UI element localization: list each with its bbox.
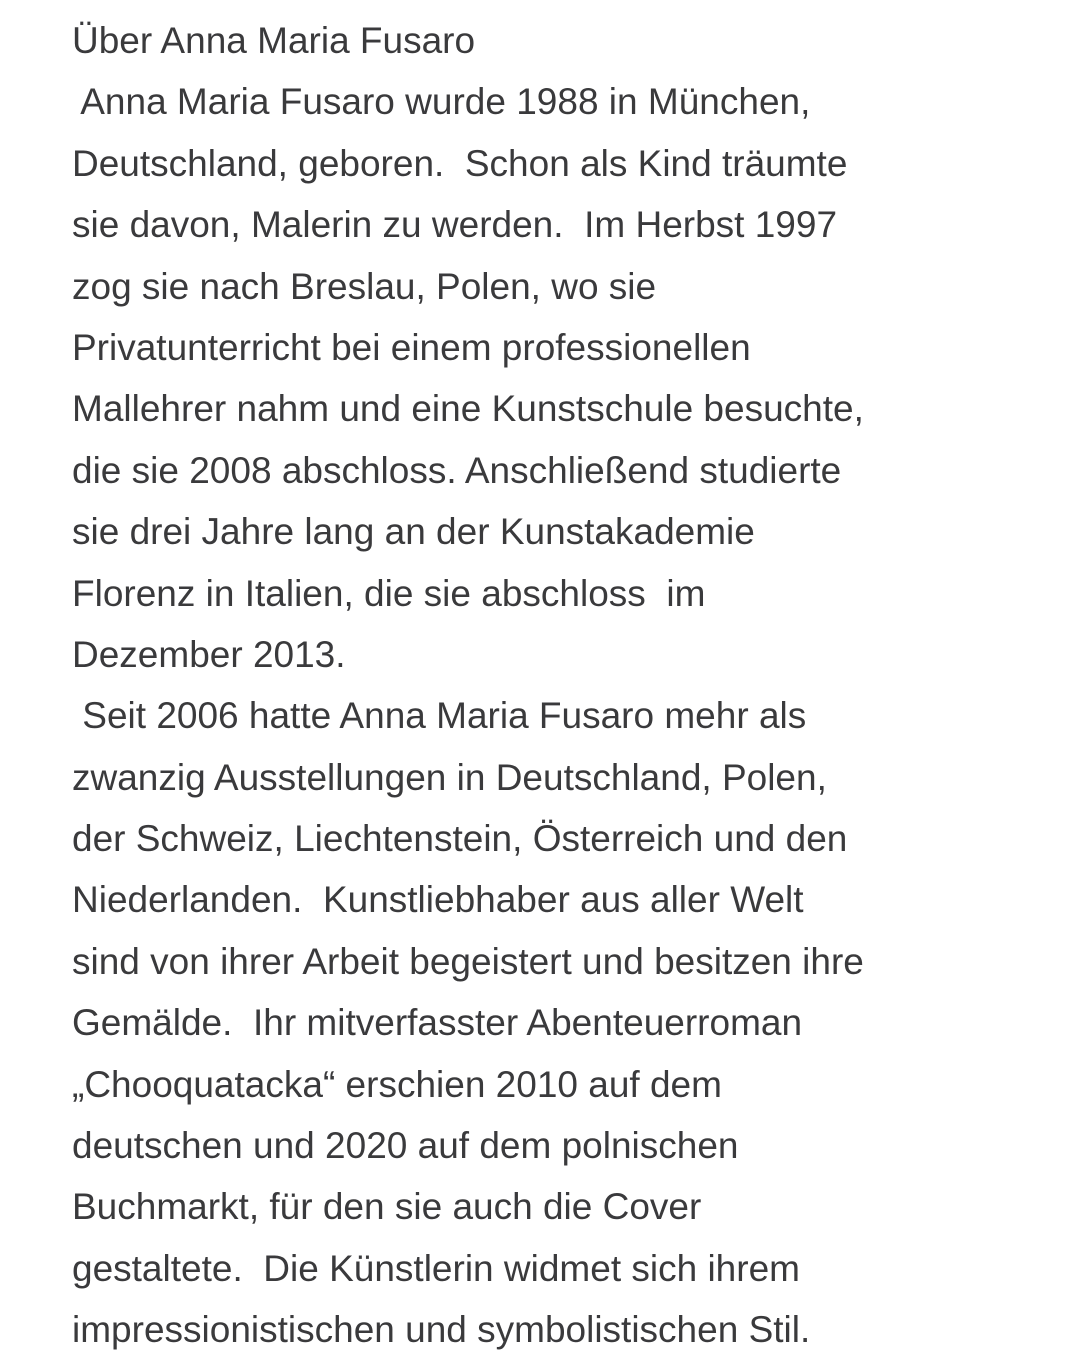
text-line: zwanzig Ausstellungen in Deutschland, Polen, xyxy=(72,756,827,798)
text-line: gestaltete. Die Künstlerin widmet sich ihrem xyxy=(72,1247,800,1289)
text-line: Buchmarkt, für den sie auch die Cover xyxy=(72,1186,702,1228)
text-line: Mallehrer nahm und eine Kunstschule besuchte, xyxy=(72,388,864,430)
text-line: die sie 2008 abschloss. Anschließend studierte xyxy=(72,449,842,491)
text-line: impressionistischen und symbolistischen Stil. xyxy=(72,1309,811,1351)
text-line: Deutschland, geboren. Schon als Kind träumte xyxy=(72,142,848,184)
text-line: Niederlanden. Kunstliebhaber aus aller Welt xyxy=(72,879,804,921)
text-line: „Chooquatacka“ erschien 2010 auf dem xyxy=(72,1063,722,1105)
text-line: sie drei Jahre lang an der Kunstakademie xyxy=(72,511,755,553)
text-line: Dezember 2013. xyxy=(72,633,346,675)
text-line: Privatunterricht bei einem professionellen xyxy=(72,326,751,368)
text-line: Anna Maria Fusaro wurde 1988 in München, xyxy=(72,81,811,123)
text-line: Florenz in Italien, die sie abschloss im xyxy=(72,572,706,614)
text-line: Seit 2006 hatte Anna Maria Fusaro mehr als xyxy=(72,695,807,737)
text-line: Gemälde. Ihr mitverfasster Abenteuerroman xyxy=(72,1002,803,1044)
note-body[interactable] xyxy=(72,10,1062,1361)
text-line: zog sie nach Breslau, Polen, wo sie xyxy=(72,265,657,307)
text-line: deutschen und 2020 auf dem polnischen xyxy=(72,1125,739,1167)
text-line: sind von ihrer Arbeit begeistert und besitzen ihre xyxy=(72,940,864,982)
text-line: der Schweiz, Liechtenstein, Österreich und den xyxy=(72,818,848,860)
text-line: sie davon, Malerin zu werden. Im Herbst 1997 xyxy=(72,204,838,246)
note-title: Über Anna Maria Fusaro xyxy=(72,20,476,61)
